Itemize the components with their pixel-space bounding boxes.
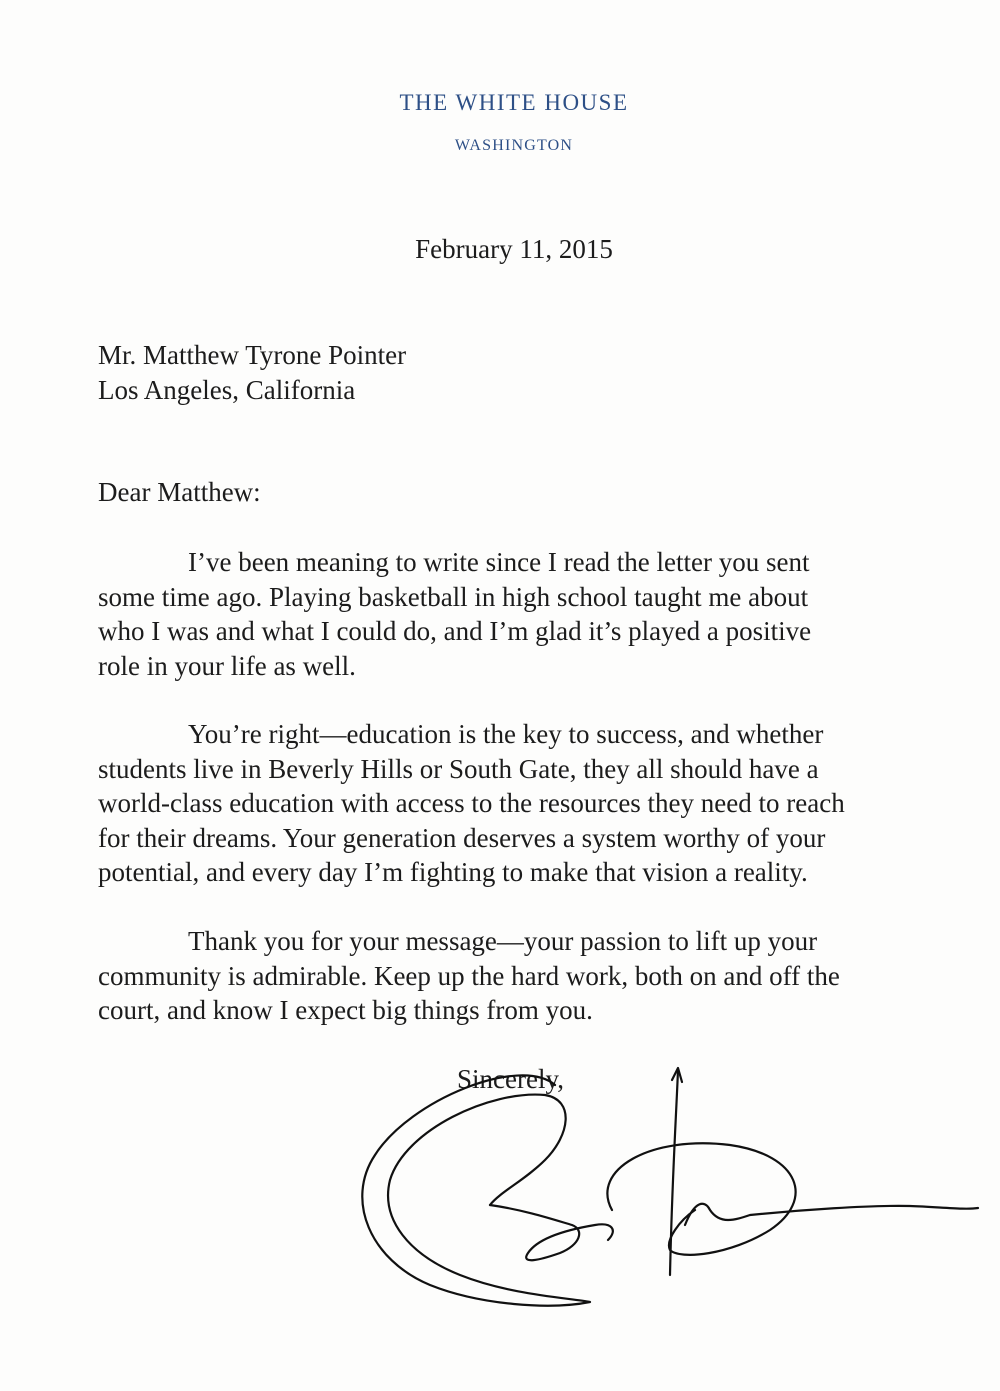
paragraph-line: role in your life as well. — [98, 650, 356, 681]
paragraph-line: for their dreams. Your generation deserves a system worthy of your — [98, 822, 826, 853]
paragraph-line: I’ve been meaning to write since I read the letter you sent — [188, 547, 810, 577]
recipient-block — [98, 338, 406, 407]
salutation: Dear Matthew: — [98, 477, 261, 507]
letterhead-location: WASHINGTON — [454, 137, 574, 154]
letter-date: February 11, 2015 — [415, 234, 613, 264]
body-paragraph-1 — [98, 545, 928, 683]
handwritten-signature — [350, 1060, 990, 1320]
recipient-city: Los Angeles, California — [98, 374, 356, 405]
recipient-name: Mr. Matthew Tyrone Pointer — [98, 340, 407, 370]
paragraph-line: Thank you for your message—your passion to lift up your — [188, 926, 818, 956]
paragraph-line: some time ago. Playing basketball in high school taught me about — [98, 581, 809, 612]
paragraph-line: potential, and every day I’m fighting to make that vision a reality. — [98, 857, 808, 887]
paragraph-line: students live in Beverly Hills or South Gate, they all should have a — [98, 753, 819, 784]
body-paragraph-2 — [98, 717, 928, 890]
paragraph-line: court, and know I expect big things from you. — [98, 995, 593, 1025]
letterhead-title: THE WHITE HOUSE — [399, 90, 629, 115]
paragraph-line: You’re right—education is the key to success, and whether — [188, 719, 824, 749]
paragraph-line: community is admirable. Keep up the hard work, both on and off the — [98, 960, 840, 991]
body-paragraph-3 — [98, 924, 928, 1028]
closing: Sincerely, — [457, 1064, 564, 1094]
paragraph-line: world-class education with access to the resources they need to reach — [98, 788, 845, 818]
paragraph-line: who I was and what I could do, and I’m glad it’s played a positive — [98, 616, 812, 646]
